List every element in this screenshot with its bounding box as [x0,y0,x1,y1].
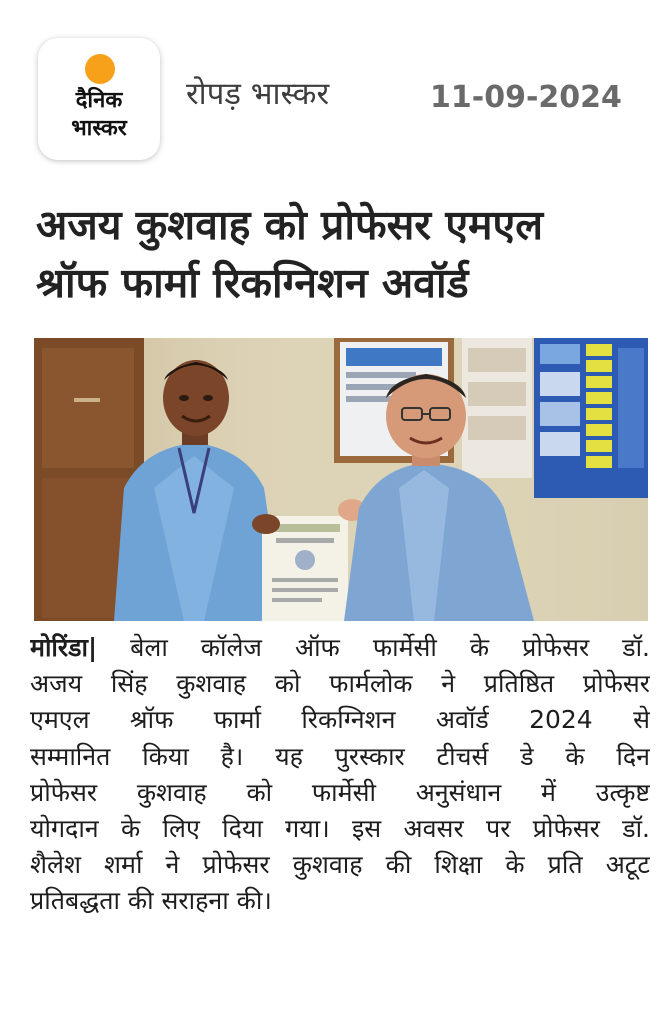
story-line-4: सम्मानित किया है। यह पुरस्कार टीचर्स डे के दिन [30,741,650,771]
dateline: मोरिंडा| [30,633,98,662]
publication-date: 11-09-2024 [430,80,622,115]
logo-text-line1: दैनिक [75,88,123,113]
story-line-6: योगदान के लिए दिया गया। इस अवसर पर प्रोफेसर डॉ. [30,814,650,844]
story-line-8: प्रतिबद्धता की सराहना की। [30,886,272,916]
story-line-2: अजय सिंह कुशवाह को फार्मलोक ने प्रतिष्ठित प्रोफेसर [30,669,650,699]
logo-text-line2: भास्कर [71,116,127,141]
dainik-bhaskar-logo [38,38,160,160]
story-line-5: प्रोफेसर कुशवाह को फार्मेसी अनुसंधान में उत्कृष्ट [30,777,650,807]
edition-name: रोपड़ भास्कर [186,76,330,112]
headline-line-2: श्रॉफ फार्मा रिकग्निशन अवॉर्ड [36,259,469,307]
story-line-1-text: बेला कॉलेज ऑफ फार्मेसी के प्रोफेसर डॉ. [97,633,650,662]
article-headline [36,196,646,312]
article-body [30,630,650,920]
award-photo-illustration [34,338,648,621]
sun-icon [85,54,115,84]
story-line-1 [30,630,650,666]
newspaper-header [0,0,666,180]
headline-line-1: अजय कुशवाह को प्रोफेसर एमएल [36,201,543,249]
story-line-3: एमएल श्रॉफ फार्मा रिकग्निशन अवॉर्ड 2024 से [30,705,650,735]
article-photo [34,338,648,621]
story-line-7: शैलेश शर्मा ने प्रोफेसर कुशवाह की शिक्षा के प्रति अटूट [30,850,650,880]
